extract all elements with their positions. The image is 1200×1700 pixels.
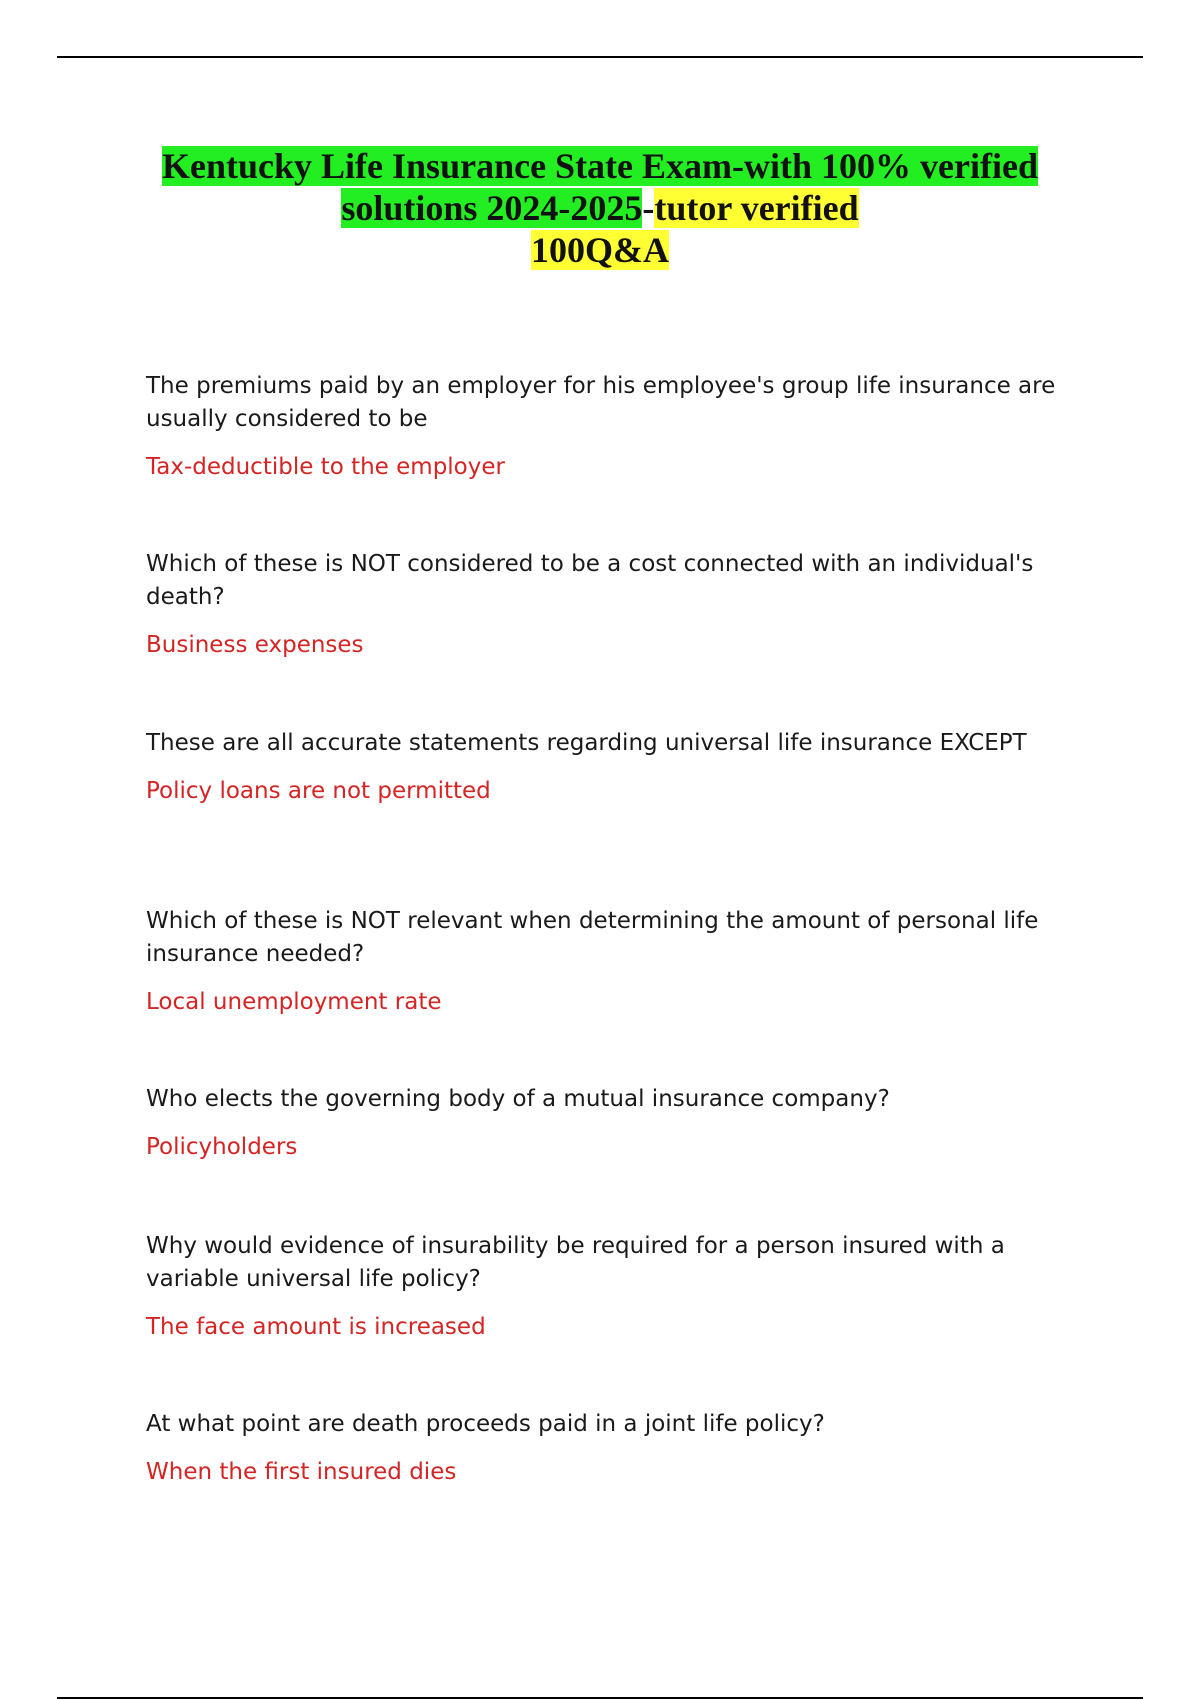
answer-text: Local unemployment rate (146, 989, 442, 1015)
document-title (0, 145, 1200, 271)
answer-text: Business expenses (146, 632, 364, 658)
qa-item-5 (146, 1083, 1066, 1164)
question-text: At what point are death proceeds paid in a joint life policy? (146, 1411, 825, 1437)
qa-item-3 (146, 727, 1066, 808)
question-text: Which of these is NOT relevant when determining the amount of personal life insurance needed? (146, 908, 1039, 967)
qa-item-7 (146, 1408, 1066, 1489)
qa-item-1 (146, 370, 1066, 484)
answer-text: Policy loans are not permitted (146, 778, 491, 804)
title-tutor-verified: tutor verified (654, 188, 859, 228)
question-text: The premiums paid by an employer for his employee's group life insurance are usually considered to be (146, 373, 1056, 432)
answer-text: The face amount is increased (146, 1314, 486, 1340)
qa-item-6 (146, 1230, 1066, 1344)
title-line-1: Kentucky Life Insurance State Exam-with 100% verified (162, 146, 1038, 186)
question-text: Which of these is NOT considered to be a cost connected with an individual's death? (146, 551, 1034, 610)
question-text: Who elects the governing body of a mutual insurance company? (146, 1086, 890, 1112)
answer-text: Policyholders (146, 1134, 298, 1160)
bottom-rule (57, 1697, 1143, 1699)
title-dash: - (642, 188, 655, 228)
qa-item-2 (146, 548, 1066, 662)
answer-text: Tax-deductible to the employer (146, 454, 505, 480)
question-text: Why would evidence of insurability be required for a person insured with a variable universal life policy? (146, 1233, 1005, 1292)
qa-item-4 (146, 905, 1066, 1019)
title-line-2: solutions 2024-2025 (341, 188, 643, 228)
top-rule (57, 56, 1143, 58)
title-line-3: 100Q&A (531, 230, 669, 270)
question-text: These are all accurate statements regarding universal life insurance EXCEPT (146, 730, 1027, 756)
answer-text: When the first insured dies (146, 1459, 457, 1485)
